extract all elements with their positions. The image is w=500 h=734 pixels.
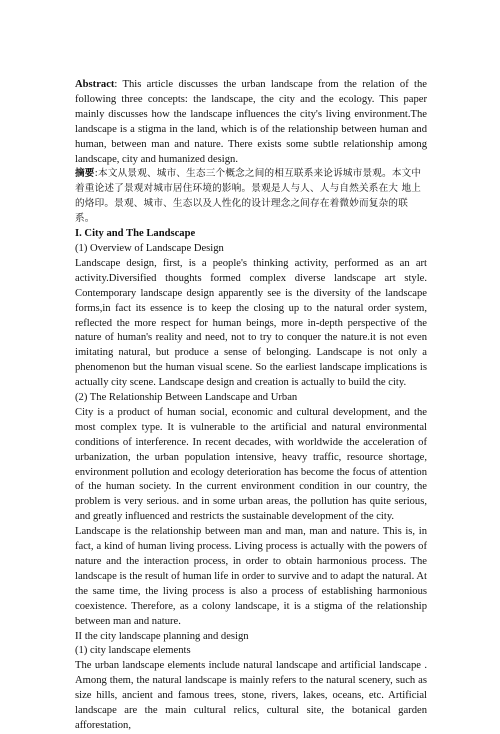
section2-subheading-1: (1) city landscape elements <box>75 645 191 657</box>
section1-paragraph-2: City is a product of human social, economic and cultural development, and the most complex type. It is vulnerable to the artificial and natural environmental conditions of interference. In recent decades, with worldwide the acceleration of urbanization, the urban population intensive, heavy traffic, resource shortage, environment pollution and ecology deterioration has become the focus of attention of the human society. In the current environment condition in our country, the problem is very serious. and in some urban areas, the pollution has quite serious, and greatly influenced and restricts the sustainable development of the city. <box>75 406 427 523</box>
document-page <box>75 78 427 734</box>
section1-heading: I. City and The Landscape <box>75 228 196 240</box>
section1-paragraph-1: Landscape design, first, is a people's thinking activity, performed as an art activity.Diversified thoughts formed complex diverse landscape art style. Contemporary landscape design apparently see is the diversity of the landscape forms,in fact its essence is to keep the closing up to the natural order system, reflected the more respect for human beings, more in-depth perspective of the nature of human's reality and need, not to try to conquer the nature.it is not even imitating natural, but produce a sense of belonging. Landscape is not only a phenomenon but the human visual scene. So the earliest landscape implications is actually city scene. Landscape design and creation is actually to build the city. <box>75 257 427 389</box>
abstract-paragraph <box>75 78 427 167</box>
section2-heading: II the city landscape planning and design <box>75 630 249 642</box>
abstract-cn-label: 摘要 <box>75 168 95 180</box>
section1-paragraph-3: Landscape is the relationship between man and man, man and nature. This is, in fact, a kind of human living process. Living process is actually with the powers of nature and the interaction process, in order to obtain harmonious process. The landscape is the result of human life in order to survive and to adapt the natural. At the same time, the living process is also a process of establishing harmonious coexistence. Therefore, as a colony landscape, it is a stigma of the relationship between man and nature. <box>75 526 427 627</box>
abstract-label: Abstract <box>75 79 115 90</box>
section1-subheading-2: (2) The Relationship Between Landscape and Urban <box>75 392 298 404</box>
abstract-text: : This article discusses the urban landscape from the relation of the following three concepts: the landscape, the city and the ecology. This paper mainly discusses how the landscape influences the city's living environment.The landscape is a stigma in the land, which is of the relationship between human and human, between man and nature. There exists some subtle relationship among landscape, city and humanized design. <box>75 79 427 165</box>
section1-subheading-1: (1) Overview of Landscape Design <box>75 242 224 254</box>
section2-paragraph-1: The urban landscape elements include natural landscape and artificial landscape . Among them, the natural landscape is mainly refers to the natural scenery, such as size hills, ancient and famous trees, stone, rivers, lakes, oceans, etc. Artificial landscape are the main cultural relics, cultural site, the botanical garden afforestation, <box>75 660 427 731</box>
abstract-cn-text: :本文从景观、城市、生态三个概念之间的相互联系来论诉城市景观。本文中着重论述了景观对城市居住环境的影响。景观是人与人、人与自然关系在大 地上的烙印。景观、城市、生态以及人性化的设计理念之间存在着微妙而复杂的联系。 <box>75 168 422 225</box>
abstract-cn-paragraph <box>75 167 427 227</box>
